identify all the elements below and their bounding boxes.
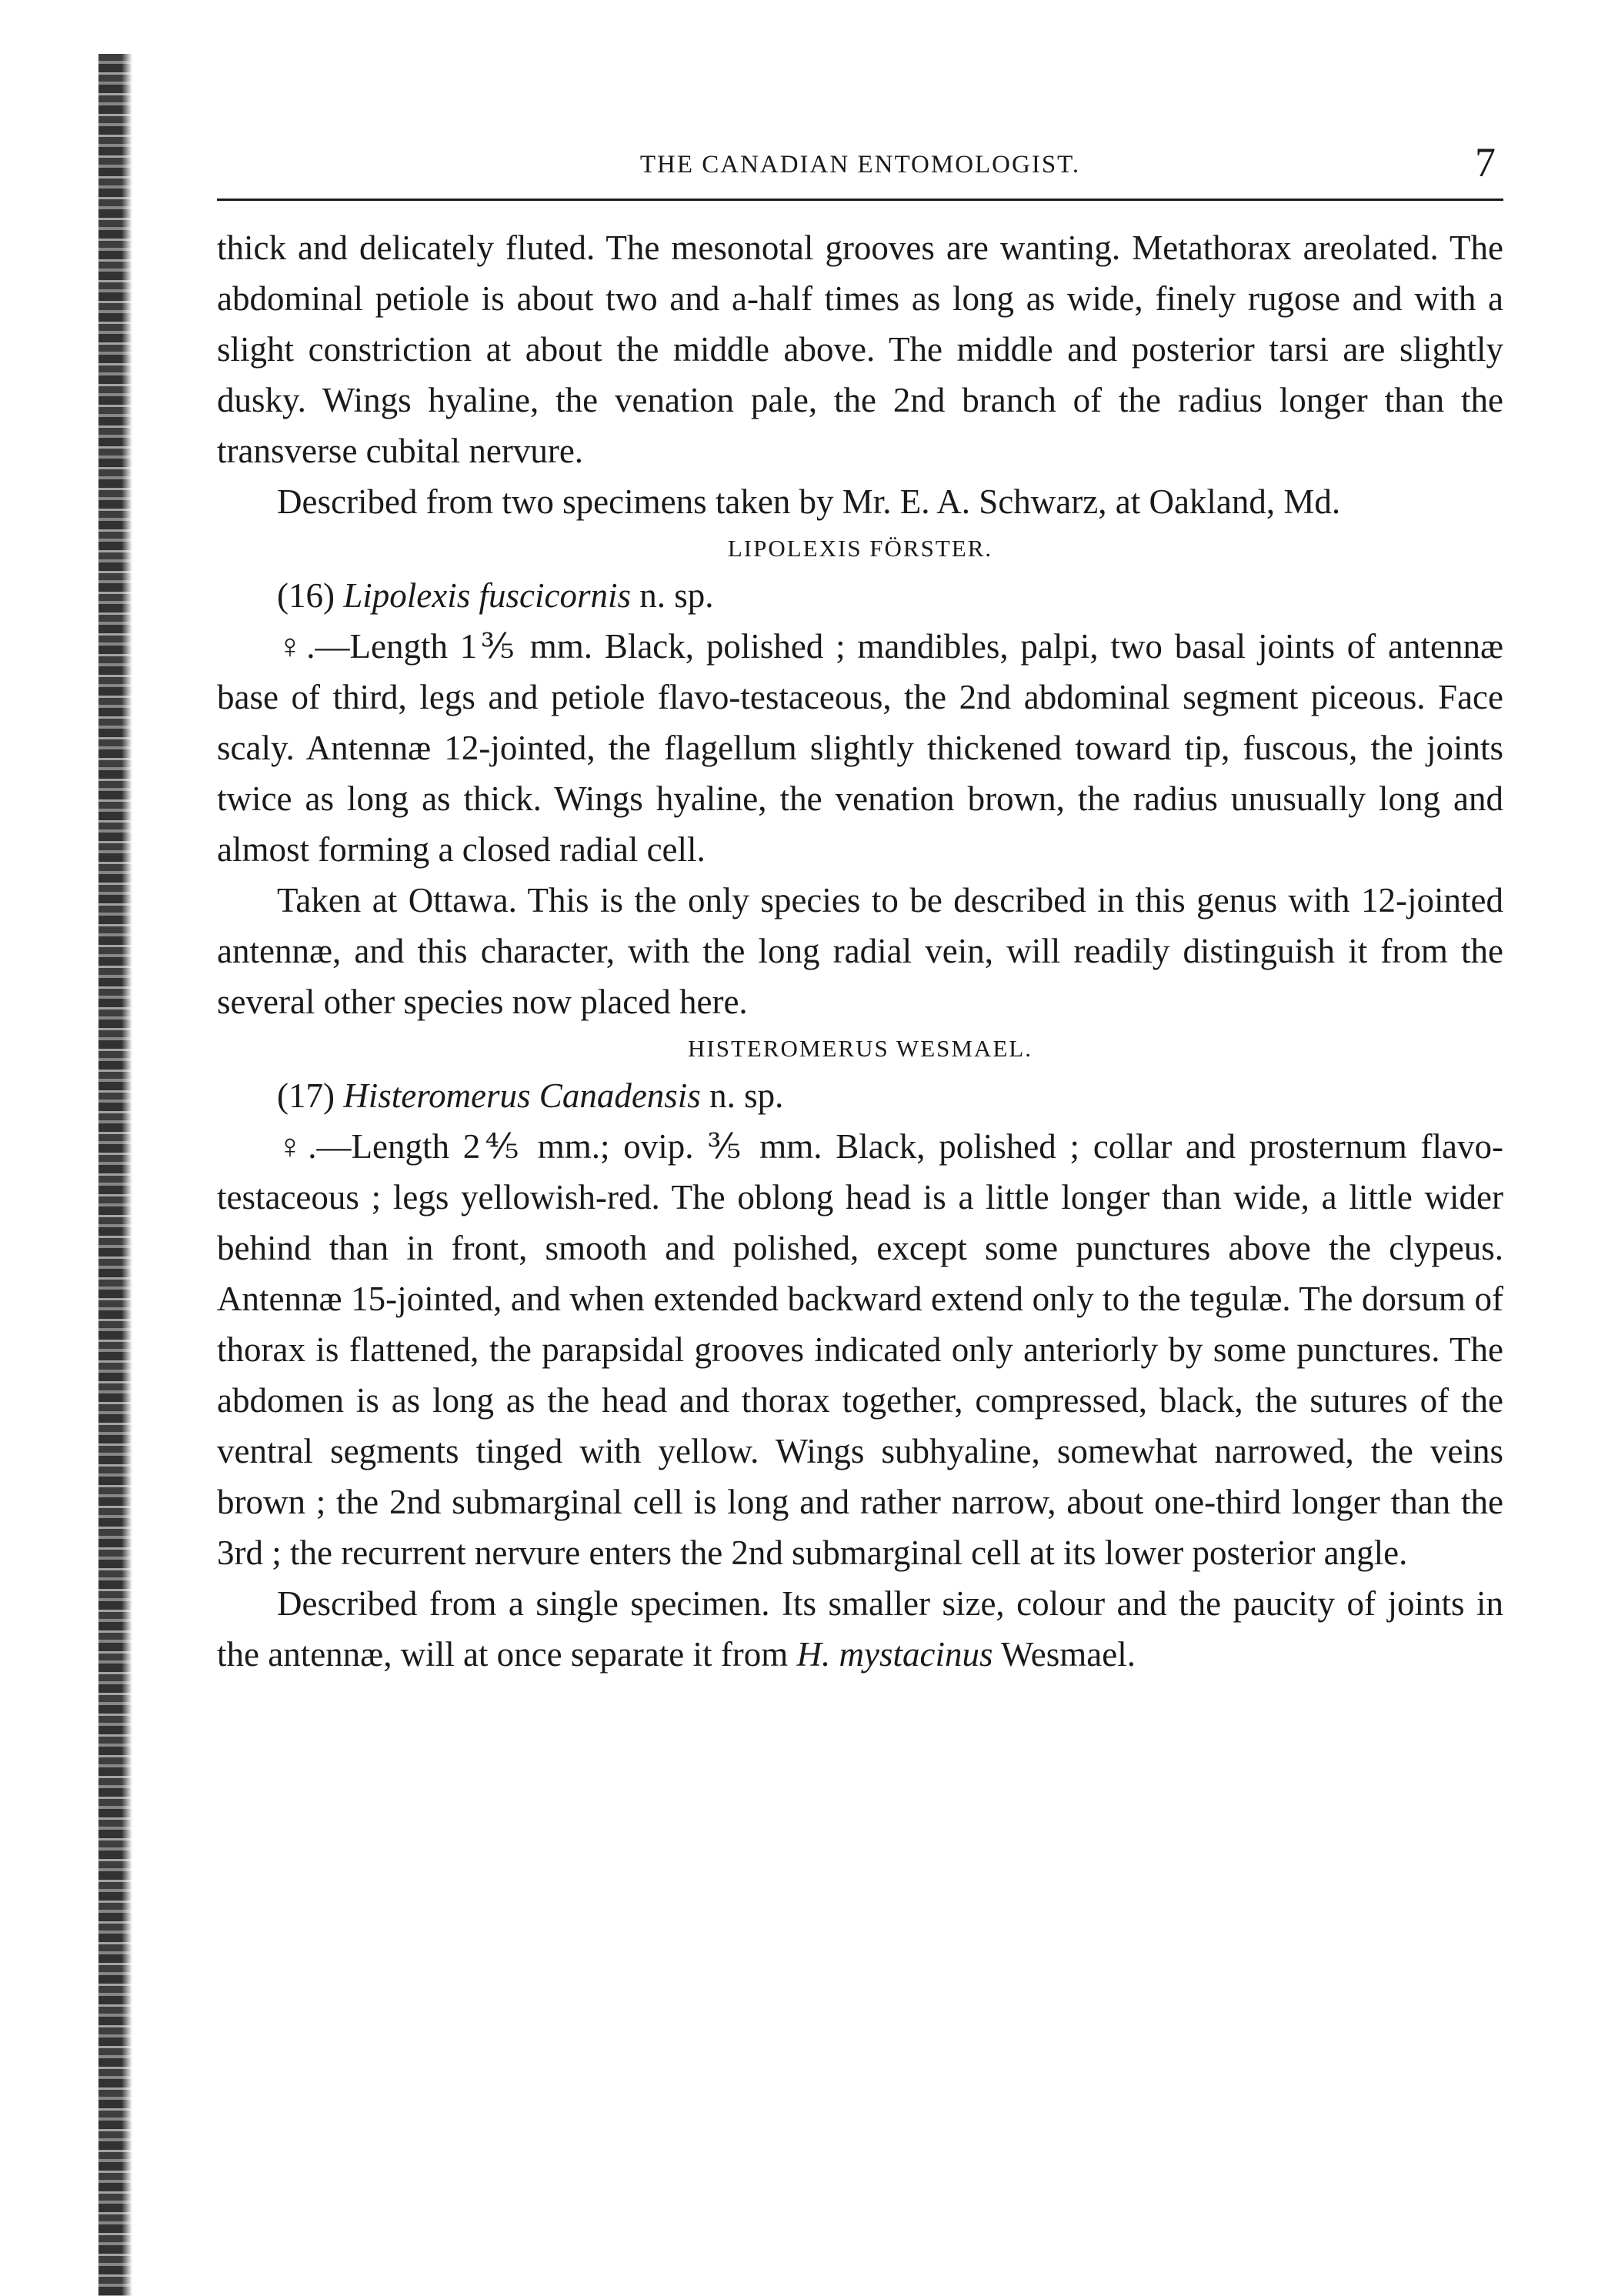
remarks-text: Described from a single specimen. Its smaller size, colour and the paucity of joints in the antennæ, will at once separate it from <box>217 1584 1503 1674</box>
paragraph-description-16: ♀.—Length 1⅗ mm. Black, polished ; mandibles, palpi, two basal joints of antennæ base of third, legs and petiole flavo-testaceous, the 2nd abdominal segment piceous. Face scaly. Antennæ 12-jointed, the flagellum slightly thickened toward tip, fuscous, the joints twice as long as thick. Wings hyaline, the venation brown, the radius unusually long and almost forming a closed radial cell. <box>217 627 1503 869</box>
paragraph-described: Described from two specimens taken by Mr. E. A. Schwarz, at Oakland, Md. <box>277 482 1341 521</box>
species-suffix: n. sp. <box>700 1076 784 1115</box>
species-number: (17) <box>277 1076 344 1115</box>
paragraph-continuation: thick and delicately fluted. The mesonotal grooves are wanting. Metathorax areolated. The abdominal petiole is about two and a-half times as long as wide, finely rugose and with a slight constriction at about the middle above. The middle and posterior tarsi are slightly dusky. Wings hyaline, the venation pale, the 2nd branch of the radius longer than the transverse cubital nervure. <box>217 229 1503 470</box>
header-rule <box>217 199 1503 201</box>
journal-page <box>217 138 1503 1680</box>
species-name: Histeromerus Canadensis <box>343 1076 701 1115</box>
paragraph-remarks-16: Taken at Ottawa. This is the only species to be described in this genus with 12-jointed antennæ, and this character, with the long radial vein, will readily distinguish it from the several other species now placed here. <box>217 881 1503 1021</box>
species-name: Lipolexis fuscicornis <box>343 576 631 615</box>
species-reference: H. mystacinus <box>796 1635 993 1674</box>
species-number: (16) <box>277 576 344 615</box>
running-head <box>217 138 1503 192</box>
genus-heading-lipolexis: LIPOLEXIS FÖRSTER. <box>727 535 993 562</box>
species-heading-16 <box>217 570 1503 621</box>
page-binding-edge <box>98 54 132 2296</box>
species-heading-17 <box>217 1070 1503 1121</box>
paragraph-description-17: ♀.—Length 2⅘ mm.; ovip. ⅗ mm. Black, polished ; collar and prosternum flavo-testaceous ; legs yellowish-red. The oblong head is a little longer than wide, a little wider behind than in front, smooth and polished, except some punctures above the clypeus. Antennæ 15-jointed, and when extended backward extend only to the tegulæ. The dorsum of thorax is flattened, the parapsidal grooves indicated only anteriorly by some punctures. The abdomen is as long as the head and thorax together, compressed, black, the sutures of the ventral segments tinged with yellow. Wings subhyaline, somewhat narrowed, the veins brown ; the 2nd submarginal cell is long and rather narrow, about one-third longer than the 3rd ; the recurrent nervure enters the 2nd submarginal cell at its lower posterior angle. <box>217 1127 1503 1572</box>
body-text <box>217 222 1503 1680</box>
remarks-end: Wesmael. <box>992 1635 1136 1674</box>
species-suffix: n. sp. <box>630 576 714 615</box>
page-number: 7 <box>1475 139 1496 185</box>
genus-heading-histeromerus: HISTEROMERUS WESMAEL. <box>688 1035 1033 1062</box>
journal-title: THE CANADIAN ENTOMOLOGIST. <box>639 151 1081 179</box>
paragraph-remarks-17 <box>217 1578 1503 1680</box>
